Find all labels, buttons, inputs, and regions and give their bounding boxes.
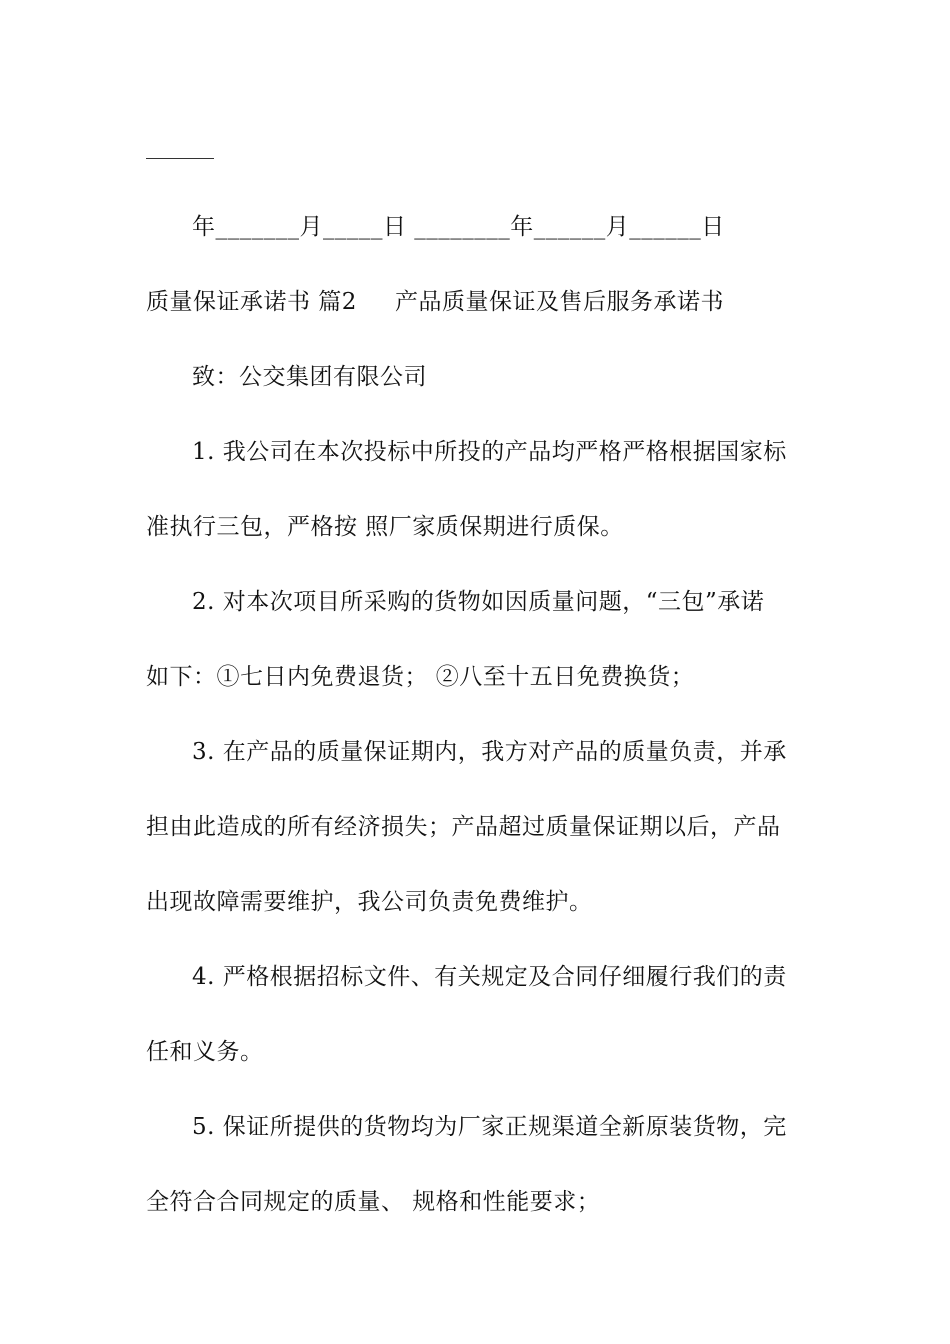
paragraph-line: 准执行三包，严格按 照厂家质保期进行质保。 (146, 514, 624, 540)
paragraph-line: 2. 对本次项目所采购的货物如因质量问题，“三包”承诺 (192, 589, 765, 615)
paragraph-line: 1. 我公司在本次投标中所投的产品均严格严格根据国家标 (192, 439, 787, 465)
paragraph-line: 3. 在产品的质量保证期内，我方对产品的质量负责，并承 (192, 739, 787, 765)
paragraph-line: 担由此造成的所有经济损失；产品超过质量保证期以后，产品 (146, 814, 781, 840)
signature-blank-line (146, 158, 214, 159)
paragraph-line: 任和义务。 (146, 1039, 264, 1065)
paragraph-line: 4. 严格根据招标文件、有关规定及合同仔细履行我们的责 (192, 964, 787, 990)
paragraph-line: 5. 保证所提供的货物均为厂家正规渠道全新原装货物，完 (192, 1114, 787, 1140)
recipient-line: 致：公交集团有限公司 (192, 364, 427, 390)
paragraph-line: 如下：①七日内免费退货； ②八至十五日免费换货； (146, 664, 695, 690)
heading-right: 产品质量保证及售后服务承诺书 (394, 289, 724, 315)
section-heading (146, 287, 806, 317)
paragraph-line: 出现故障需要维护，我公司负责免费维护。 (146, 889, 593, 915)
heading-left: 质量保证承诺书 篇2 (146, 289, 357, 315)
date-line: 年_______月_____日 ________年______月______日 (192, 214, 725, 240)
paragraph-line: 全符合合同规定的质量、 规格和性能要求； (146, 1189, 601, 1215)
